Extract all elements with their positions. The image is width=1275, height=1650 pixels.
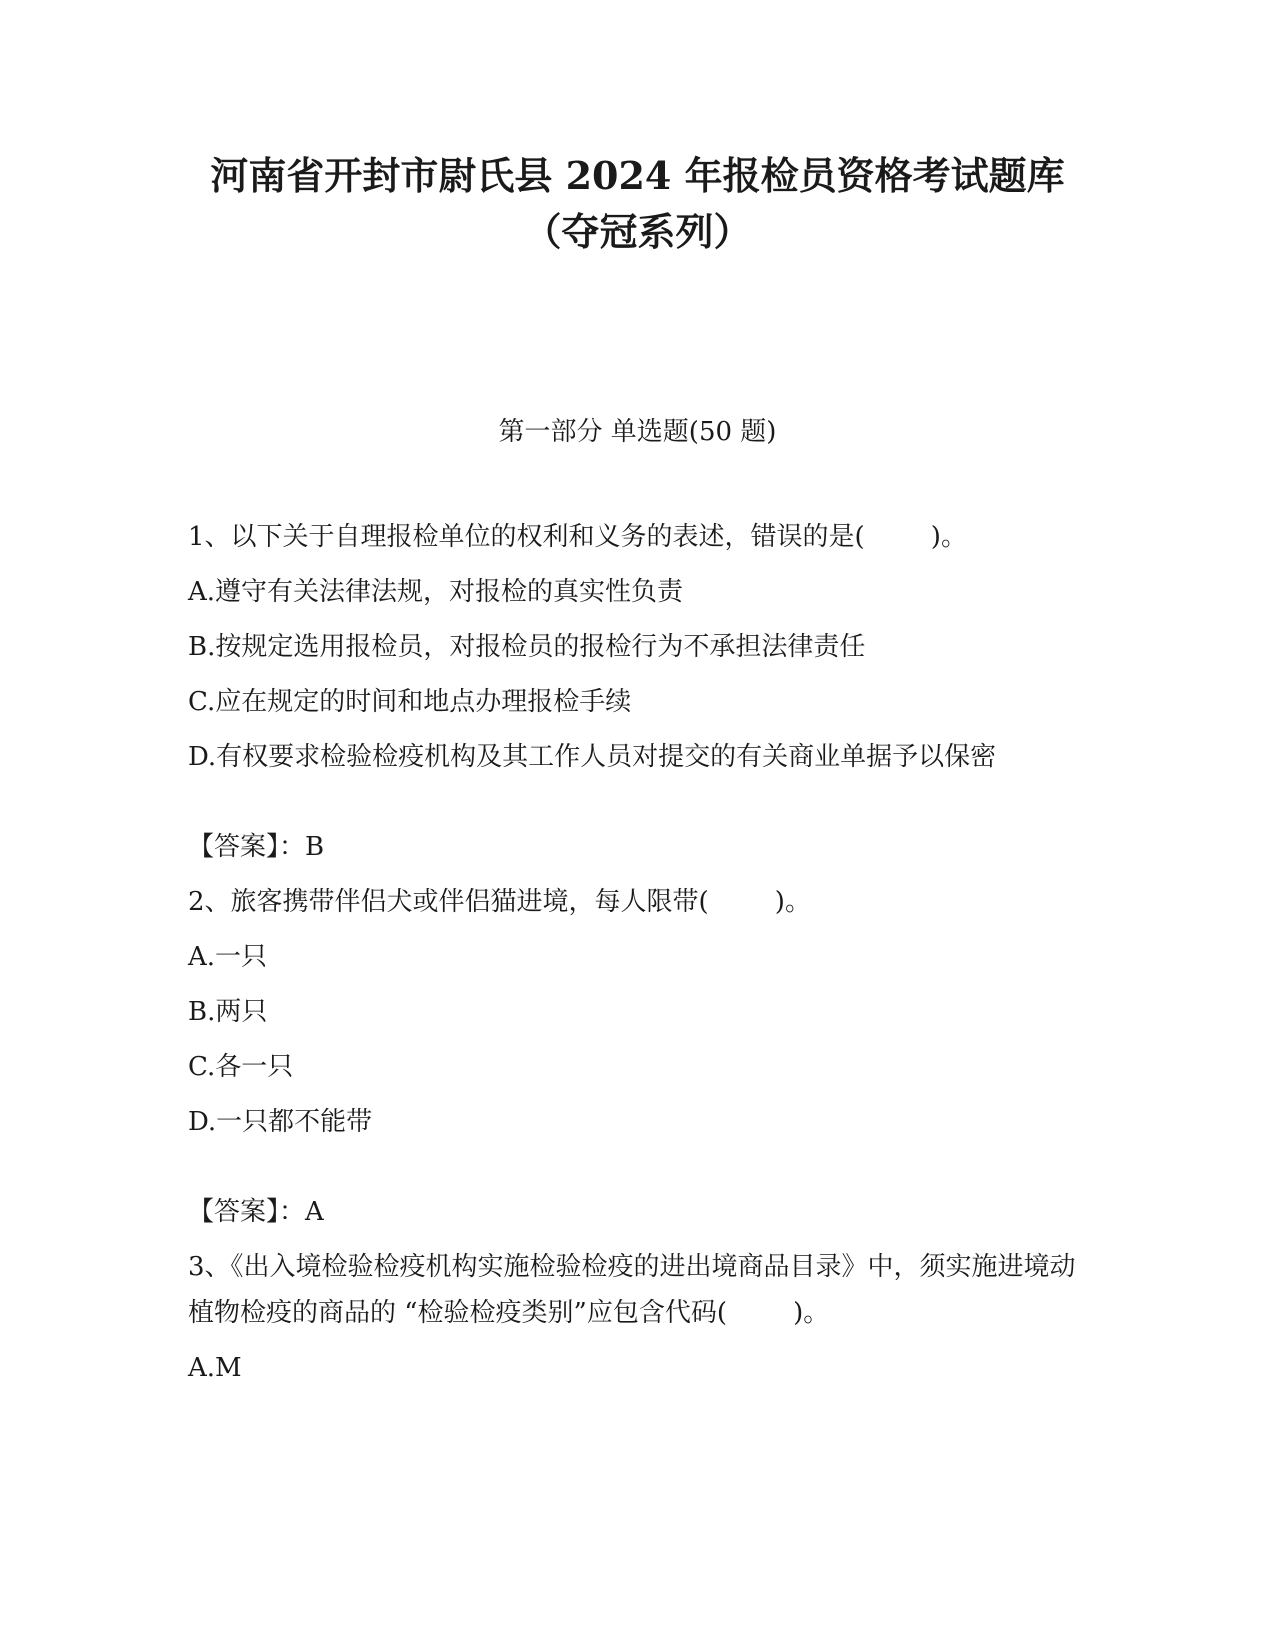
question-2-option-b: B.两只 <box>188 997 268 1027</box>
question-1-option-a: A.遵守有关法律法规，对报检的真实性负责 <box>188 577 684 607</box>
question-1-option-d: D.有权要求检验检疫机构及其工作人员对提交的有关商业单据予以保密 <box>188 742 997 772</box>
question-2-option-d: D.一只都不能带 <box>188 1107 373 1137</box>
question-1-option-b: B.按规定选用报检员，对报检员的报检行为不承担法律责任 <box>188 632 866 662</box>
question-1-answer: 【答案】：B <box>188 832 325 862</box>
title-line-1: 河南省开封市尉氏县 2024 年报检员资格考试题库 <box>210 153 1065 198</box>
question-list <box>188 514 1078 1400</box>
question-2-option-a: A.一只 <box>188 942 268 972</box>
question-2-stem: 2、旅客携带伴侣犬或伴侣猫进境，每人限带( )。 <box>188 887 811 917</box>
question-3-option-a: A.M <box>188 1353 242 1383</box>
question-3-stem: 3、《出入境检验检疫机构实施检验检疫的进出境商品目录》中，须实施进境动植物检疫的商品的 “检验检疫类别”应包含代码( )。 <box>188 1252 1076 1328</box>
document-title <box>150 148 1125 260</box>
question-2-answer: 【答案】：A <box>188 1197 324 1227</box>
title-line-2: （夺冠系列） <box>523 209 752 254</box>
section-heading: 第一部分 单选题(50 题) <box>498 417 777 447</box>
question-1-option-c: C.应在规定的时间和地点办理报检手续 <box>188 687 632 717</box>
question-2-option-c: C.各一只 <box>188 1052 294 1082</box>
question-1-stem: 1、以下关于自理报检单位的权利和义务的表述，错误的是( )。 <box>188 522 967 552</box>
